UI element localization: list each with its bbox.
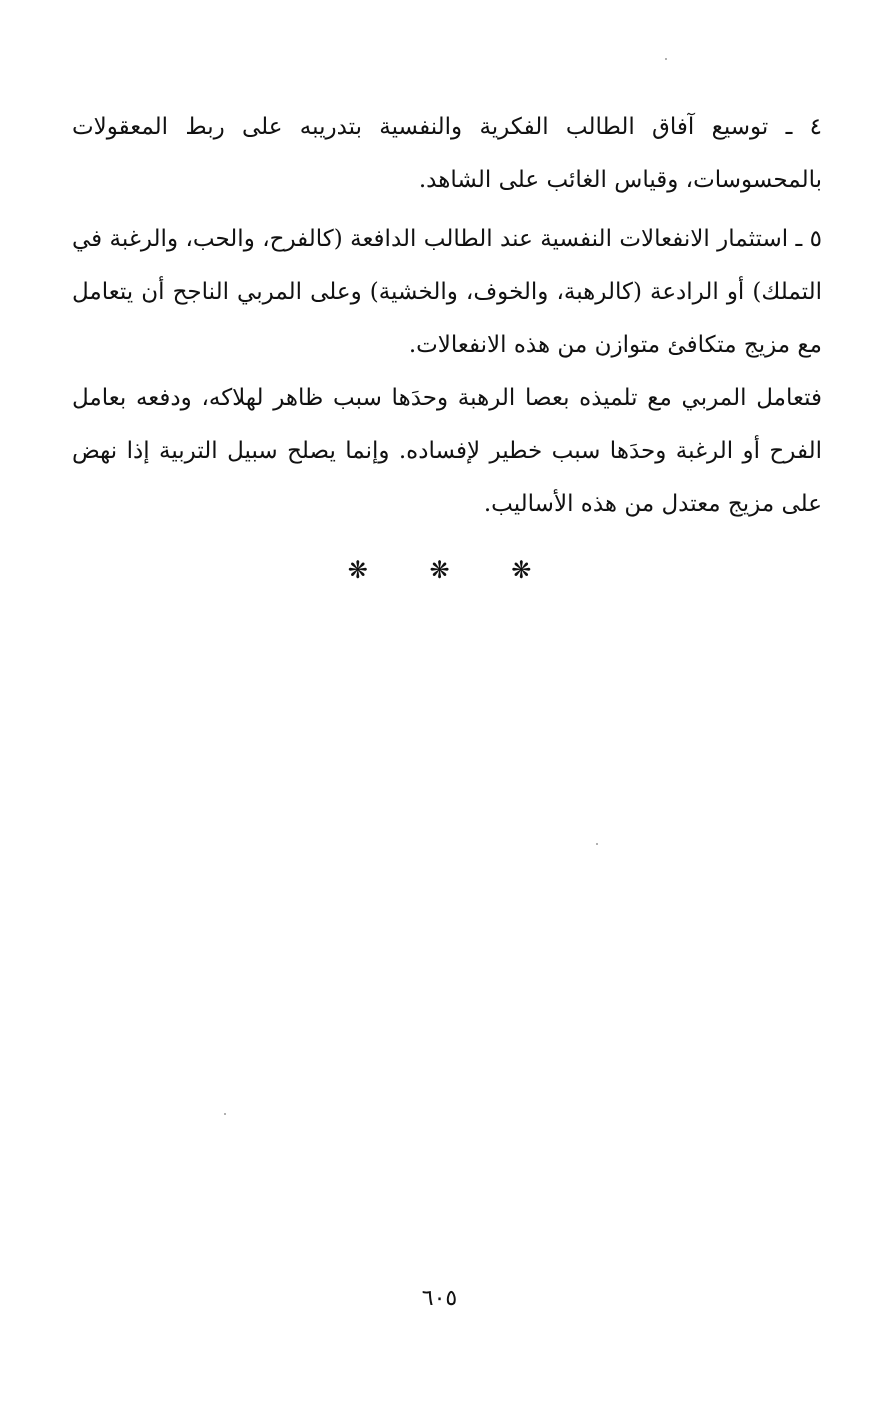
ornament-star-icon: ❋ <box>347 556 368 584</box>
ornament-star-icon: ❋ <box>429 556 450 584</box>
paragraph-item-4: ٤ ـ توسيع آفاق الطالب الفكرية والنفسية بتدريبه على ربط المعقولات بالمحسوسات، وقياس الغائب على الشاهد. <box>72 114 822 193</box>
ornament-star-icon: ❋ <box>511 556 532 584</box>
scan-speck <box>665 58 667 60</box>
section-separator <box>0 556 879 584</box>
scan-speck <box>224 1113 226 1115</box>
page-number: ٦٠٥ <box>421 1286 458 1311</box>
paragraph-conclusion: فتعامل المربي مع تلميذه بعصا الرهبة وحدَها سبب ظاهر لهلاكه، ودفعه بعامل الفرح أو الرغبة وحدَها سبب خطير لإفساده. وإنما يصلح سبيل التربية إذا نهض على مزيج معتدل من هذه الأساليب. <box>72 385 822 517</box>
scan-speck <box>596 843 598 845</box>
paragraph-item-5: ٥ ـ استثمار الانفعالات النفسية عند الطالب الدافعة (كالفرح، والحب، والرغبة في التملك) أو الرادعة (كالرهبة، والخوف، والخشية) وعلى المربي الناجح أن يتعامل مع مزيج متكافئ متوازن من هذه الانفعالات. <box>72 226 822 358</box>
